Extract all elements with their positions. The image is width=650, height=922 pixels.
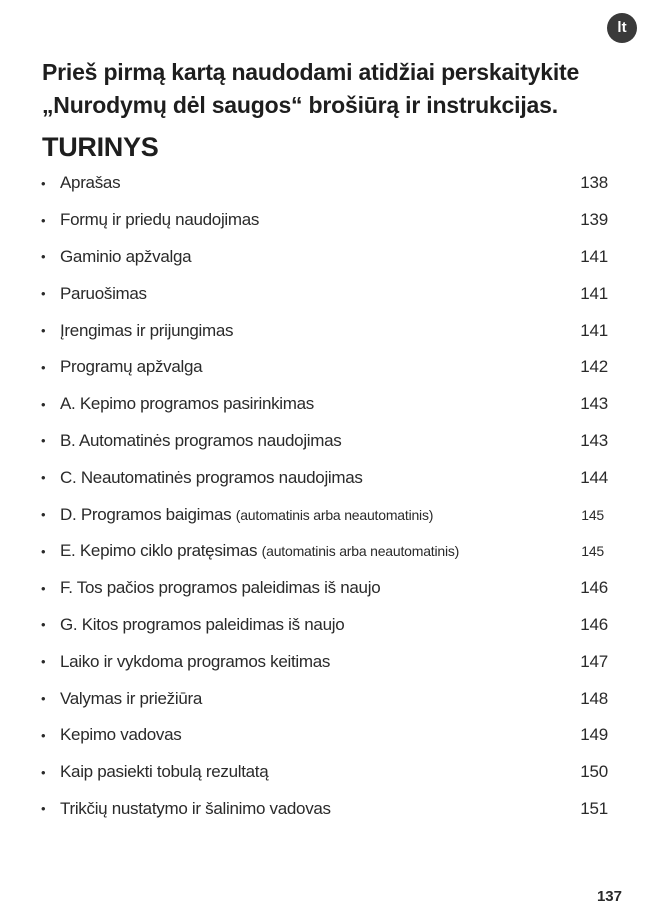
toc-item-label: A. Kepimo programos pasirinkimas bbox=[60, 394, 314, 414]
toc-item[interactable] bbox=[40, 275, 608, 312]
bullet-icon: • bbox=[41, 801, 46, 817]
bullet-icon: • bbox=[41, 691, 46, 707]
intro-line-2: „Nurodymų dėl saugos“ brošiūrą ir instrukcijas. bbox=[42, 92, 558, 118]
toc-item-label: Laiko ir vykdoma programos keitimas bbox=[60, 651, 331, 671]
safety-intro-heading bbox=[42, 56, 622, 122]
bullet-icon: • bbox=[41, 396, 46, 412]
toc-item[interactable] bbox=[40, 496, 608, 533]
toc-item-note: (automatinis arba neautomatinis) bbox=[235, 506, 434, 523]
bullet-icon: • bbox=[41, 543, 46, 559]
toc-title: TURINYS bbox=[42, 132, 159, 162]
toc-item-label: D. Programos baigimas (automatinis arba neautomatinis) bbox=[60, 504, 434, 524]
toc-item-page: 151 bbox=[580, 798, 608, 818]
toc-item-page: 147 bbox=[580, 651, 608, 671]
language-badge: lt bbox=[607, 13, 637, 43]
toc-item-page: 149 bbox=[580, 725, 608, 745]
toc-item-page: 144 bbox=[580, 467, 608, 487]
toc-item-label: G. Kitos programos paleidimas iš naujo bbox=[60, 614, 345, 634]
toc-item-note: (automatinis arba neautomatinis) bbox=[261, 543, 460, 560]
bullet-icon: • bbox=[41, 249, 46, 265]
toc-item-label: Gaminio apžvalga bbox=[60, 246, 192, 266]
toc-item[interactable] bbox=[40, 202, 608, 239]
toc-item-label: E. Kepimo ciklo pratęsimas (automatinis arba neautomatinis) bbox=[60, 541, 460, 561]
toc-item[interactable] bbox=[40, 349, 608, 386]
toc-item-page: 143 bbox=[580, 430, 608, 450]
toc-item[interactable] bbox=[40, 423, 608, 460]
toc-item-page: 138 bbox=[580, 173, 608, 193]
toc-item-label: Paruošimas bbox=[60, 283, 147, 303]
bullet-icon: • bbox=[41, 470, 46, 486]
bullet-icon: • bbox=[41, 654, 46, 670]
toc-item-label: Įrengimas ir prijungimas bbox=[60, 320, 234, 340]
toc-item-page: 141 bbox=[580, 283, 608, 303]
toc-item-page: 148 bbox=[580, 688, 608, 708]
toc-item-page: 146 bbox=[580, 578, 608, 598]
page-number: 137 bbox=[596, 888, 622, 905]
toc-item[interactable] bbox=[40, 239, 608, 276]
toc-item-label: Formų ir priedų naudojimas bbox=[60, 210, 260, 230]
toc-item-page: 146 bbox=[580, 614, 608, 634]
toc-item-label: Programų apžvalga bbox=[60, 357, 203, 377]
table-of-contents bbox=[40, 165, 608, 827]
toc-item[interactable] bbox=[40, 386, 608, 423]
bullet-icon: • bbox=[41, 507, 46, 523]
bullet-icon: • bbox=[41, 617, 46, 633]
toc-item[interactable] bbox=[40, 791, 608, 828]
bullet-icon: • bbox=[41, 212, 46, 228]
toc-item-label: Kepimo vadovas bbox=[60, 725, 182, 745]
toc-item[interactable] bbox=[40, 607, 608, 644]
toc-item[interactable] bbox=[40, 570, 608, 607]
bullet-icon: • bbox=[41, 580, 46, 596]
toc-item-page: 145 bbox=[581, 543, 604, 560]
toc-item[interactable] bbox=[40, 165, 608, 202]
toc-item[interactable] bbox=[40, 643, 608, 680]
intro-line-1: Prieš pirmą kartą naudodami atidžiai perskaitykite bbox=[42, 59, 580, 85]
bullet-icon: • bbox=[41, 727, 46, 743]
toc-item-page: 141 bbox=[580, 246, 608, 266]
toc-item-label: B. Automatinės programos naudojimas bbox=[60, 430, 342, 450]
bullet-icon: • bbox=[41, 433, 46, 449]
toc-item-page: 142 bbox=[580, 357, 608, 377]
toc-item-label: Kaip pasiekti tobulą rezultatą bbox=[60, 762, 269, 782]
toc-item-page: 141 bbox=[580, 320, 608, 340]
toc-item-label: Aprašas bbox=[60, 173, 121, 193]
bullet-icon: • bbox=[41, 359, 46, 375]
toc-item[interactable] bbox=[40, 754, 608, 791]
toc-item-page: 139 bbox=[580, 210, 608, 230]
toc-item[interactable] bbox=[40, 533, 608, 570]
toc-item[interactable] bbox=[40, 680, 608, 717]
bullet-icon: • bbox=[41, 286, 46, 302]
bullet-icon: • bbox=[41, 323, 46, 339]
toc-item-page: 150 bbox=[580, 762, 608, 782]
toc-item-label: Valymas ir priežiūra bbox=[60, 688, 203, 708]
toc-item-label: F. Tos pačios programos paleidimas iš naujo bbox=[60, 578, 381, 598]
toc-item-page: 143 bbox=[580, 394, 608, 414]
toc-item-label: C. Neautomatinės programos naudojimas bbox=[60, 467, 363, 487]
bullet-icon: • bbox=[41, 175, 46, 191]
toc-item-label: Trikčių nustatymo ir šalinimo vadovas bbox=[60, 798, 331, 818]
toc-item[interactable] bbox=[40, 717, 608, 754]
toc-item-page: 145 bbox=[581, 506, 604, 523]
toc-item[interactable] bbox=[40, 312, 608, 349]
bullet-icon: • bbox=[41, 764, 46, 780]
toc-item[interactable] bbox=[40, 459, 608, 496]
